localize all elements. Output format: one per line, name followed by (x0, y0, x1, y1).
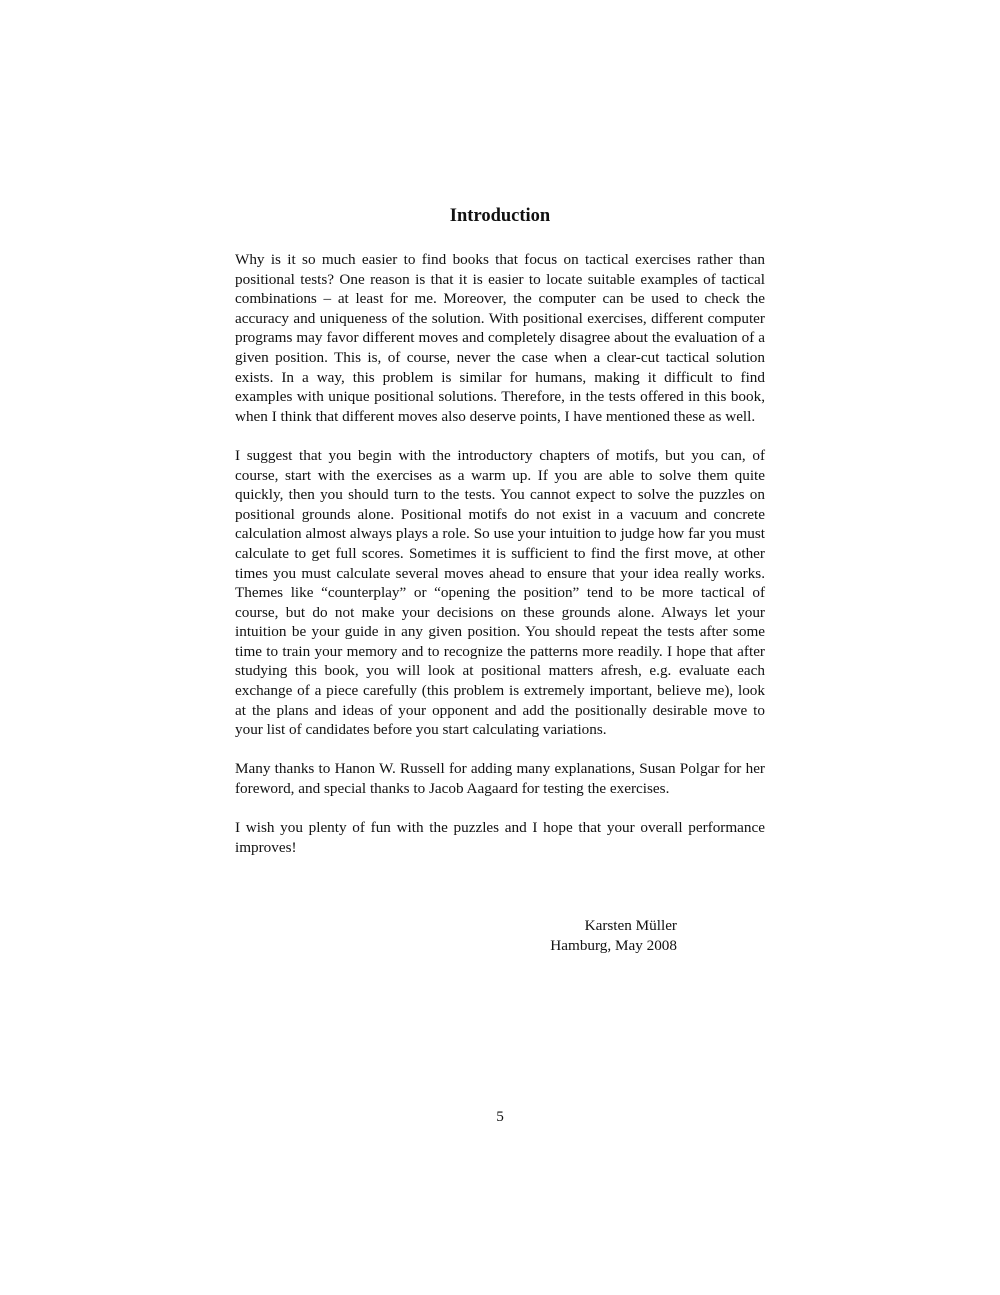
paragraph-suggestions: I suggest that you begin with the introductory chapters of motifs, but you can, of course, start with the exercises as a warm up. If you are able to solve them quite quickly, then you should turn to the tests. You cannot expect to solve the puzzles on positional grounds alone. Positional motifs do not exist in a vacuum and concrete calculation almost always plays a role. So use your intuition to judge how far you must calculate to get full scores. Sometimes it is sufficient to find the first move, at other times you must calculate several moves ahead to ensure that your idea really works. Themes like “counterplay” or “opening the position” tend to be more tactical of course, but do not make your decisions on these grounds alone. Always let your intuition be your guide in any given position. You should repeat the tests after some time to train your memory and to recognize the patterns more readily. I hope that after studying this book, you will look at positional matters afresh, e.g. evaluate each exchange of a piece carefully (this problem is extremely important, believe me), look at the plans and ideas of your opponent and add the positionally desirable move to your list of candidates before you start calculating variations. (235, 446, 765, 739)
page-title: Introduction (449, 206, 551, 226)
signature-author: Karsten Müller (584, 917, 677, 934)
signature-place-date: Hamburg, May 2008 (550, 937, 677, 954)
page-number: 5 (496, 1108, 504, 1125)
body-text (235, 250, 765, 877)
paragraph-intro: Why is it so much easier to find books that focus on tactical exercises rather than positional tests? One reason is that it is easier to locate suitable examples of tactical combinations – at least for me. Moreover, the computer can be used to check the accuracy and uniqueness of the solution. With positional exercises, different computer programs may favor different moves and completely disagree about the evaluation of a given position. This is, of course, never the case when a clear-cut tactical solution exists. In a way, this problem is similar for humans, making it difficult to find examples with unique positional solutions. Therefore, in the tests offered in this book, when I think that different moves also deserve points, I have mentioned these as well. (235, 251, 765, 425)
signature (500, 916, 677, 956)
paragraph-acknowledgements: Many thanks to Hanon W. Russell for adding many explanations, Susan Polgar for her foreword, and special thanks to Jacob Aagaard for testing the exercises. (235, 760, 765, 798)
paragraph-closing: I wish you plenty of fun with the puzzles and I hope that your overall performance improves! (235, 819, 765, 856)
